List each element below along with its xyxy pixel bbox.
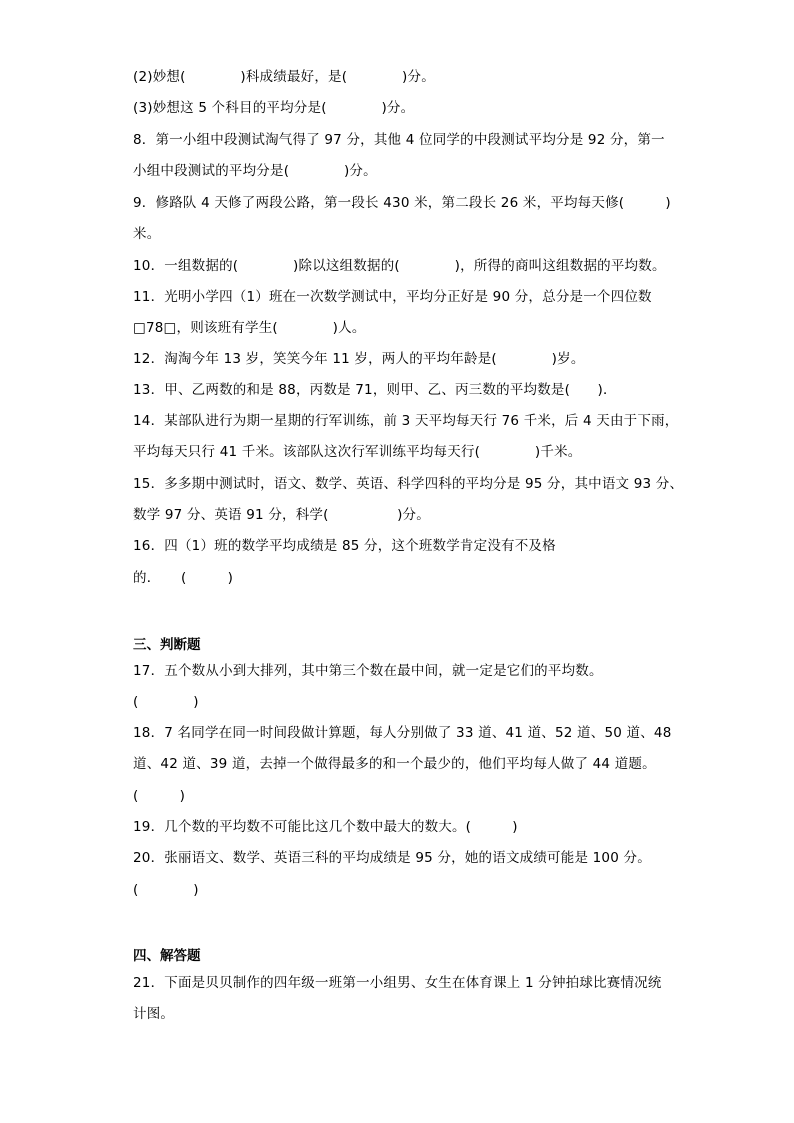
question-19: 19．几个数的平均数不可能比这几个数中最大的数大。( ) [133,819,518,835]
question-11-line-1: 11．光明小学四（1）班在一次数学测试中，平均分正好是 90 分，总分是一个四位数 [133,289,652,305]
question-21-line-1: 21．下面是贝贝制作的四年级一班第一小组男、女生在体育课上 1 分钟拍球比赛情况统 [133,975,662,991]
question-8-line-1: 8．第一小组中段测试淘气得了 97 分，其他 4 位同学的中段测试平均分是 92 分，第一 [133,132,665,148]
question-15-line-2: 数学 97 分、英语 91 分，科学( )分。 [133,507,430,523]
question-7-part-3: (3)妙想这 5 个科目的平均分是( )分。 [133,100,415,116]
question-11-line-2: □78□，则该班有学生( )人。 [133,320,366,336]
question-9-line-2: 米。 [133,226,161,242]
question-18-line-1: 18．7 名同学在同一时间段做计算题，每人分别做了 33 道、41 道、52 道、50 道、48 [133,725,672,741]
question-7-part-2: (2)妙想( )科成绩最好，是( )分。 [133,69,435,85]
question-15-line-1: 15．多多期中测试时，语文、数学、英语、科学四科的平均分是 95 分，其中语文 93 分、 [133,476,684,492]
question-14-line-2: 平均每天只行 41 千米。该部队这次行军训练平均每天行( )千米。 [133,444,582,460]
question-17-line-1: 17．五个数从小到大排列，其中第三个数在最中间，就一定是它们的平均数。 [133,663,603,679]
question-21-line-2: 计图。 [133,1006,175,1022]
question-9-line-1: 9．修路队 4 天修了两段公路，第一段长 430 米，第二段长 26 米，平均每天修( ) [133,195,671,211]
question-18-answer: ( ) [133,788,186,804]
question-16-line-2: 的． ( ) [133,570,234,586]
question-16-line-1: 16．四（1）班的数学平均成绩是 85 分，这个班数学肯定没有不及格 [133,538,556,554]
question-13: 13．甲、乙两数的和是 88，丙数是 71，则甲、乙、丙三数的平均数是( )． [133,382,617,398]
question-12: 12．淘淘今年 13 岁，笑笑今年 11 岁，两人的平均年龄是( )岁。 [133,351,585,367]
question-18-line-2: 道、42 道、39 道，去掉一个做得最多的和一个最少的，他们平均每人做了 44 道题。 [133,756,656,772]
question-8-line-2: 小组中段测试的平均分是( )分。 [133,163,377,179]
section-4-heading: 四、解答题 [133,948,201,964]
question-10: 10．一组数据的( )除以这组数据的( )，所得的商叫这组数据的平均数。 [133,258,666,274]
section-3-heading: 三、判断题 [133,637,201,653]
question-17-answer: ( ) [133,694,199,710]
question-20-answer: ( ) [133,882,199,898]
question-14-line-1: 14．某部队进行为期一星期的行军训练，前 3 天平均每天行 76 千米，后 4 天由于下雨， [133,413,679,429]
question-20-line-1: 20．张丽语文、数学、英语三科的平均成绩是 95 分，她的语文成绩可能是 100 分。 [133,850,651,866]
